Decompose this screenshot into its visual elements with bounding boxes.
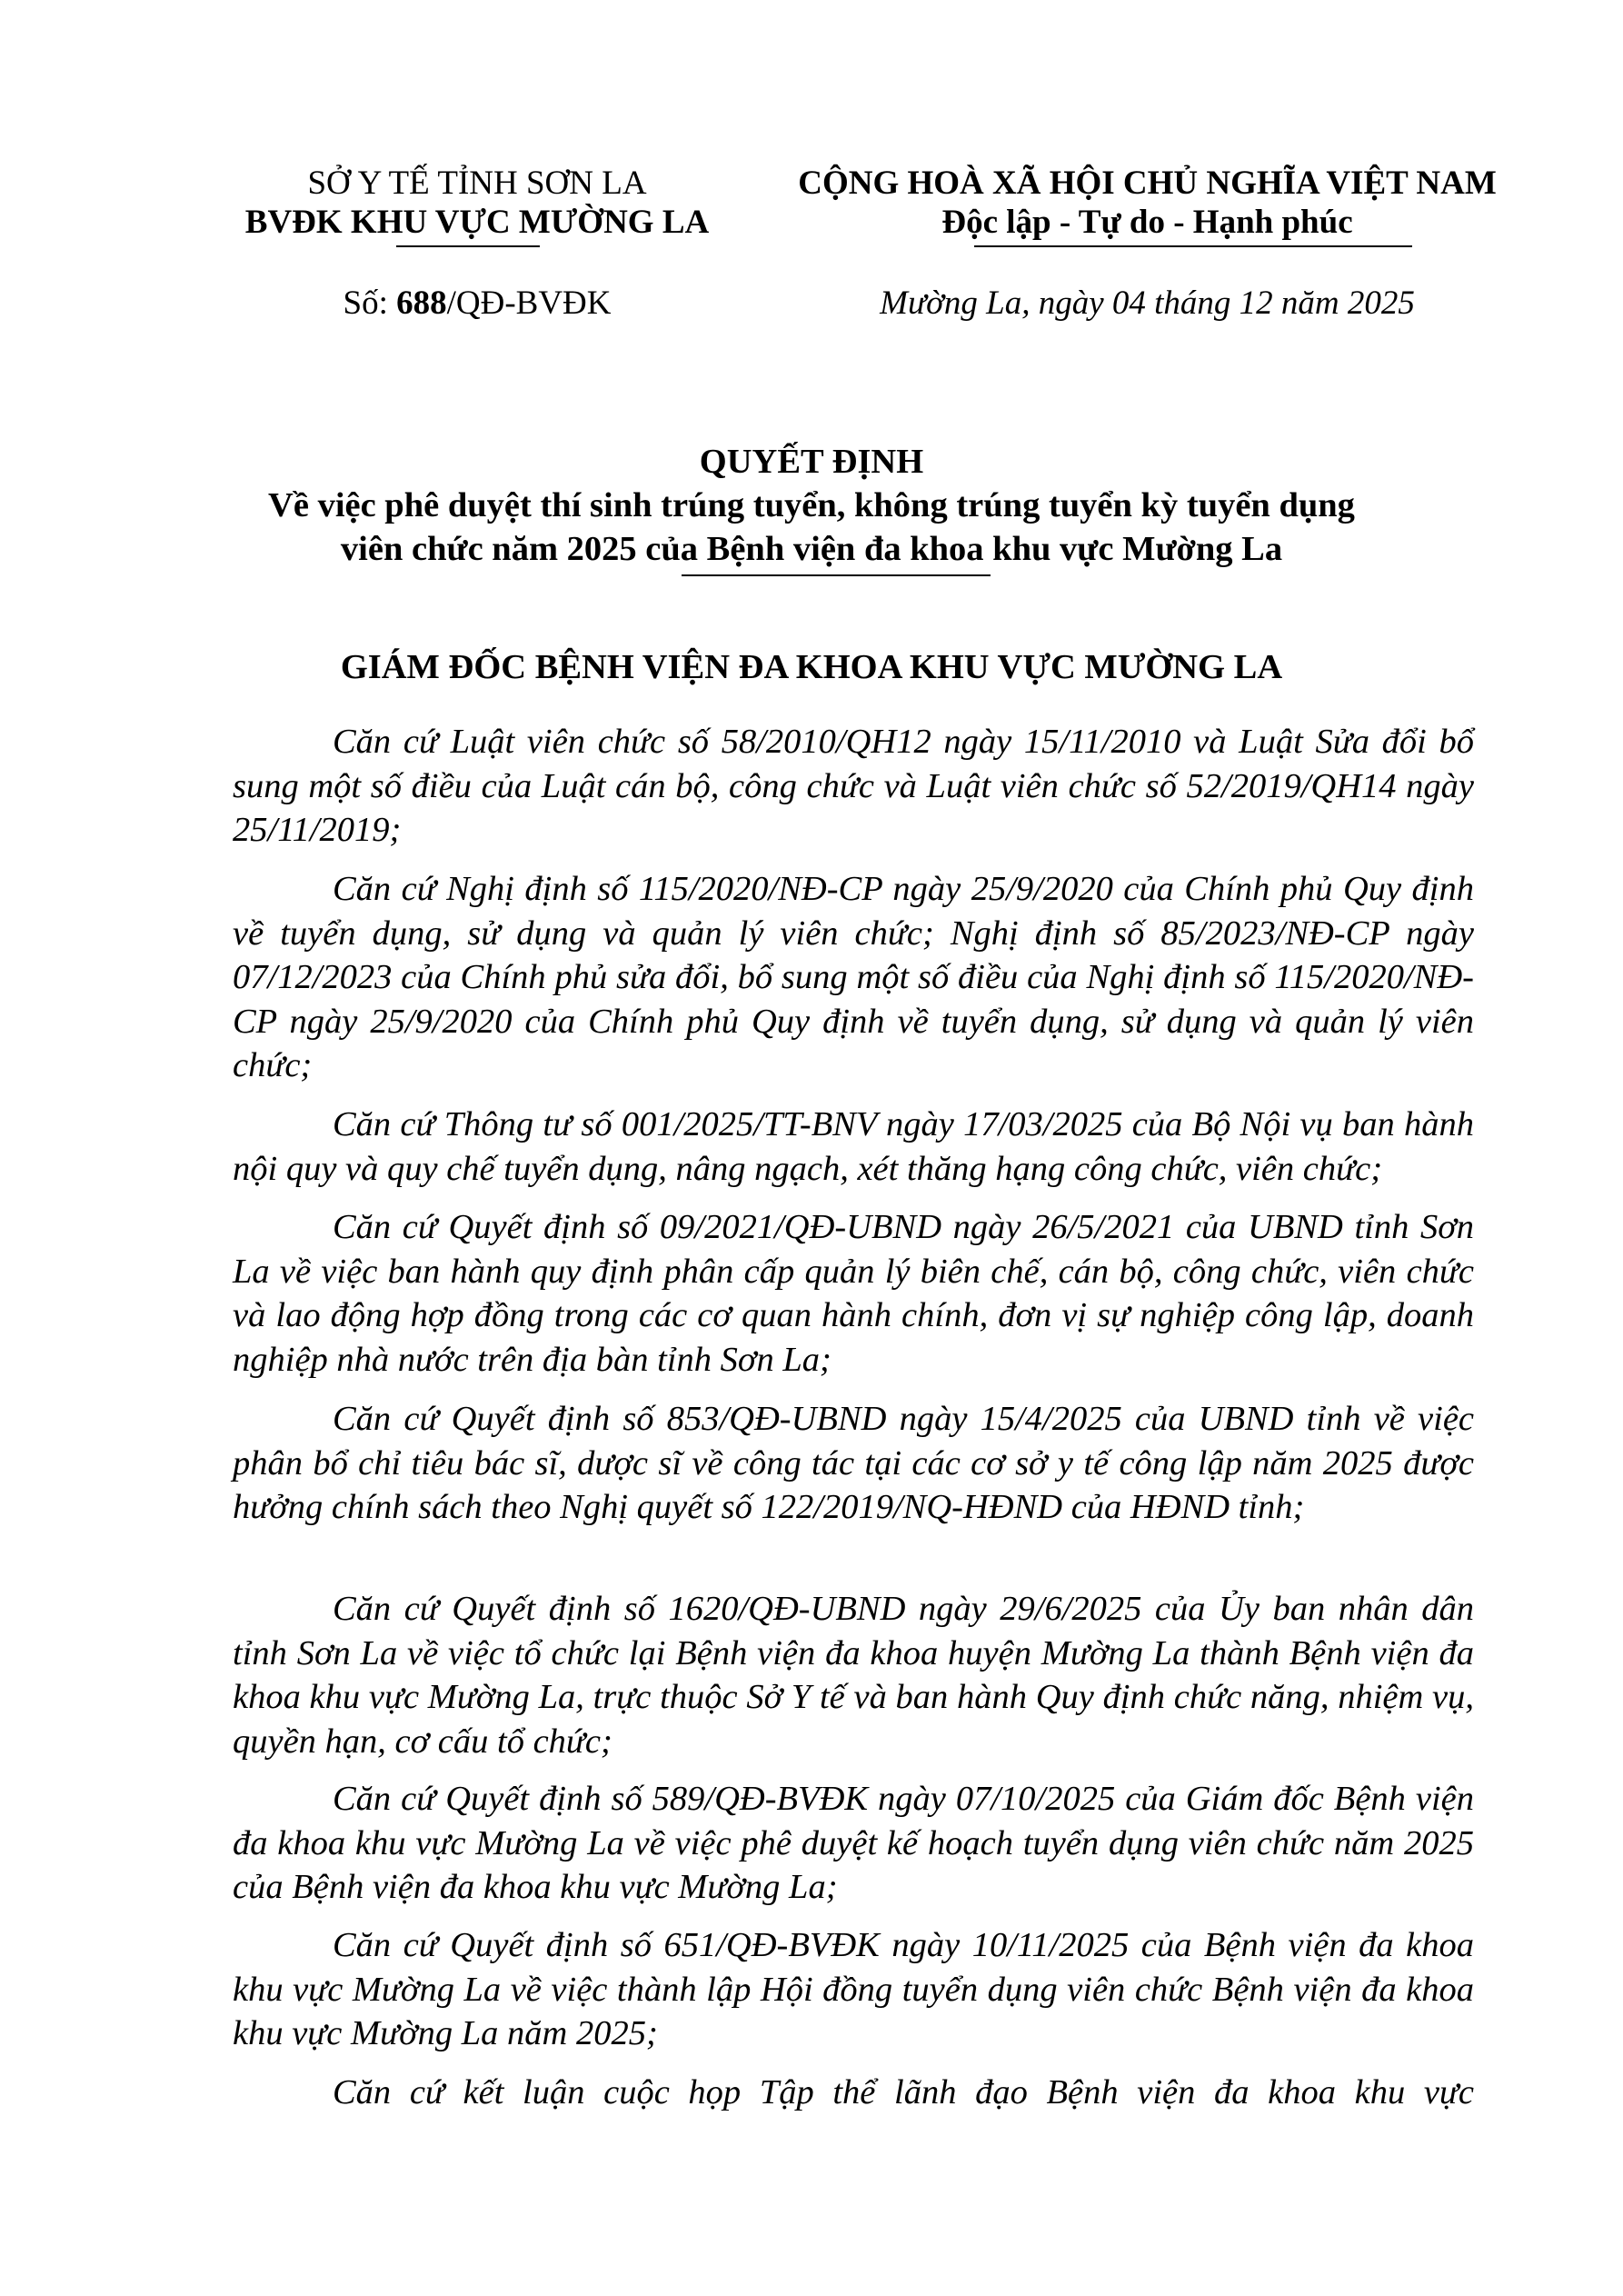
number-suffix: /QĐ-BVĐK: [446, 285, 612, 322]
place-date: Mường La, ngày 04 tháng 12 năm 2025: [880, 285, 1415, 322]
agency-name: SỞ Y TẾ TỈNH SƠN LA: [307, 165, 647, 202]
ground-paragraph: Căn cứ Quyết định số 09/2021/QĐ-UBND ngày 26/5/2021 của UBND tỉnh Sơn La về việc ban hành quy định phân cấp quản lý biên chế, cán bộ, công chức, viên chức và lao động hợp đồng trong các cơ quan hành chính, đơn vị sự nghiệp công lập, doanh nghiệp nhà nước trên địa bàn tỉnh Sơn La;: [233, 1208, 1474, 1379]
unit-name: BVĐK KHU VỰC MƯỜNG LA: [244, 204, 710, 241]
unit-underline: [396, 245, 540, 247]
ground-paragraph: Căn cứ Quyết định số 853/QĐ-UBND ngày 15/4/2025 của UBND tỉnh về việc phân bổ chỉ tiêu bác sĩ, dược sĩ về công tác tại các cơ sở y tế công lập năm 2025 được hưởng chính sách theo Nghị quyết số 122/2019/NQ-HĐND của HĐND tỉnh;: [233, 1400, 1474, 1526]
document-number: [232, 284, 722, 324]
issuing-authority: GIÁM ĐỐC BỆNH VIỆN ĐA KHOA KHU VỰC MƯỜNG LA: [340, 648, 1283, 686]
title-underline: [682, 574, 991, 576]
decision-subject-line1: Về việc phê duyệt thí sinh trúng tuyển, không trúng tuyển kỳ tuyển dụng: [268, 486, 1355, 524]
national-motto: Độc lập - Tự do - Hạnh phúc: [941, 204, 1353, 241]
decision-subject-line2: viên chức năm 2025 của Bệnh viện đa khoa khu vực Mường La: [340, 530, 1283, 568]
ground-paragraph: Căn cứ Quyết định số 1620/QĐ-UBND ngày 29/6/2025 của Ủy ban nhân dân tỉnh Sơn La về việc tổ chức lại Bệnh viện đa khoa huyện Mường La thành Bệnh viện đa khoa khu vực Mường La, trực thuộc Sở Y tế và ban hành Quy định chức năng, nhiệm vụ, quyền hạn, cơ cấu tổ chức;: [233, 1590, 1474, 1761]
nation-title: CỘNG HOÀ XÃ HỘI CHỦ NGHĨA VIỆT NAM: [798, 165, 1497, 202]
ground-paragraph: Căn cứ Quyết định số 651/QĐ-BVĐK ngày 10/11/2025 của Bệnh viện đa khoa khu vực Mường La về việc thành lập Hội đồng tuyển dụng viên chức Bệnh viện đa khoa khu vực Mường La năm 2025;: [233, 1926, 1474, 2052]
ground-paragraph: Căn cứ Nghị định số 115/2020/NĐ-CP ngày 25/9/2020 của Chính phủ Quy định về tuyển dụng, sử dụng và quản lý viên chức; Nghị định số 85/2023/NĐ-CP ngày 07/12/2023 của Chính phủ sửa đổi, bổ sung một số điều của Nghị định số 115/2020/NĐ-CP ngày 25/9/2020 của Chính phủ Quy định về tuyển dụng, sử dụng và quản lý viên chức;: [233, 870, 1474, 1084]
number-value: 688: [396, 285, 447, 322]
decision-heading: QUYẾT ĐỊNH: [699, 443, 924, 481]
number-prefix: Số:: [343, 285, 397, 322]
ground-paragraph: Căn cứ Thông tư số 001/2025/TT-BNV ngày 17/03/2025 của Bộ Nội vụ ban hành nội quy và quy chế tuyển dụng, nâng ngạch, xét thăng hạng công chức, viên chức;: [233, 1105, 1474, 1188]
ground-paragraph: Căn cứ kết luận cuộc họp Tập thể lãnh đạo Bệnh viện đa khoa khu vực: [333, 2073, 1474, 2111]
ground-paragraph: Căn cứ Quyết định số 589/QĐ-BVĐK ngày 07/10/2025 của Giám đốc Bệnh viện đa khoa khu vực Mường La về việc phê duyệt kế hoạch tuyển dụng viên chức năm 2025 của Bệnh viện đa khoa khu vực Mường La;: [233, 1780, 1474, 1906]
motto-underline: [974, 245, 1412, 247]
ground-paragraph: Căn cứ Luật viên chức số 58/2010/QH12 ngày 15/11/2010 và Luật Sửa đổi bổ sung một số điều của Luật cán bộ, công chức và Luật viên chức số 52/2019/QH14 ngày 25/11/2019;: [233, 723, 1474, 849]
